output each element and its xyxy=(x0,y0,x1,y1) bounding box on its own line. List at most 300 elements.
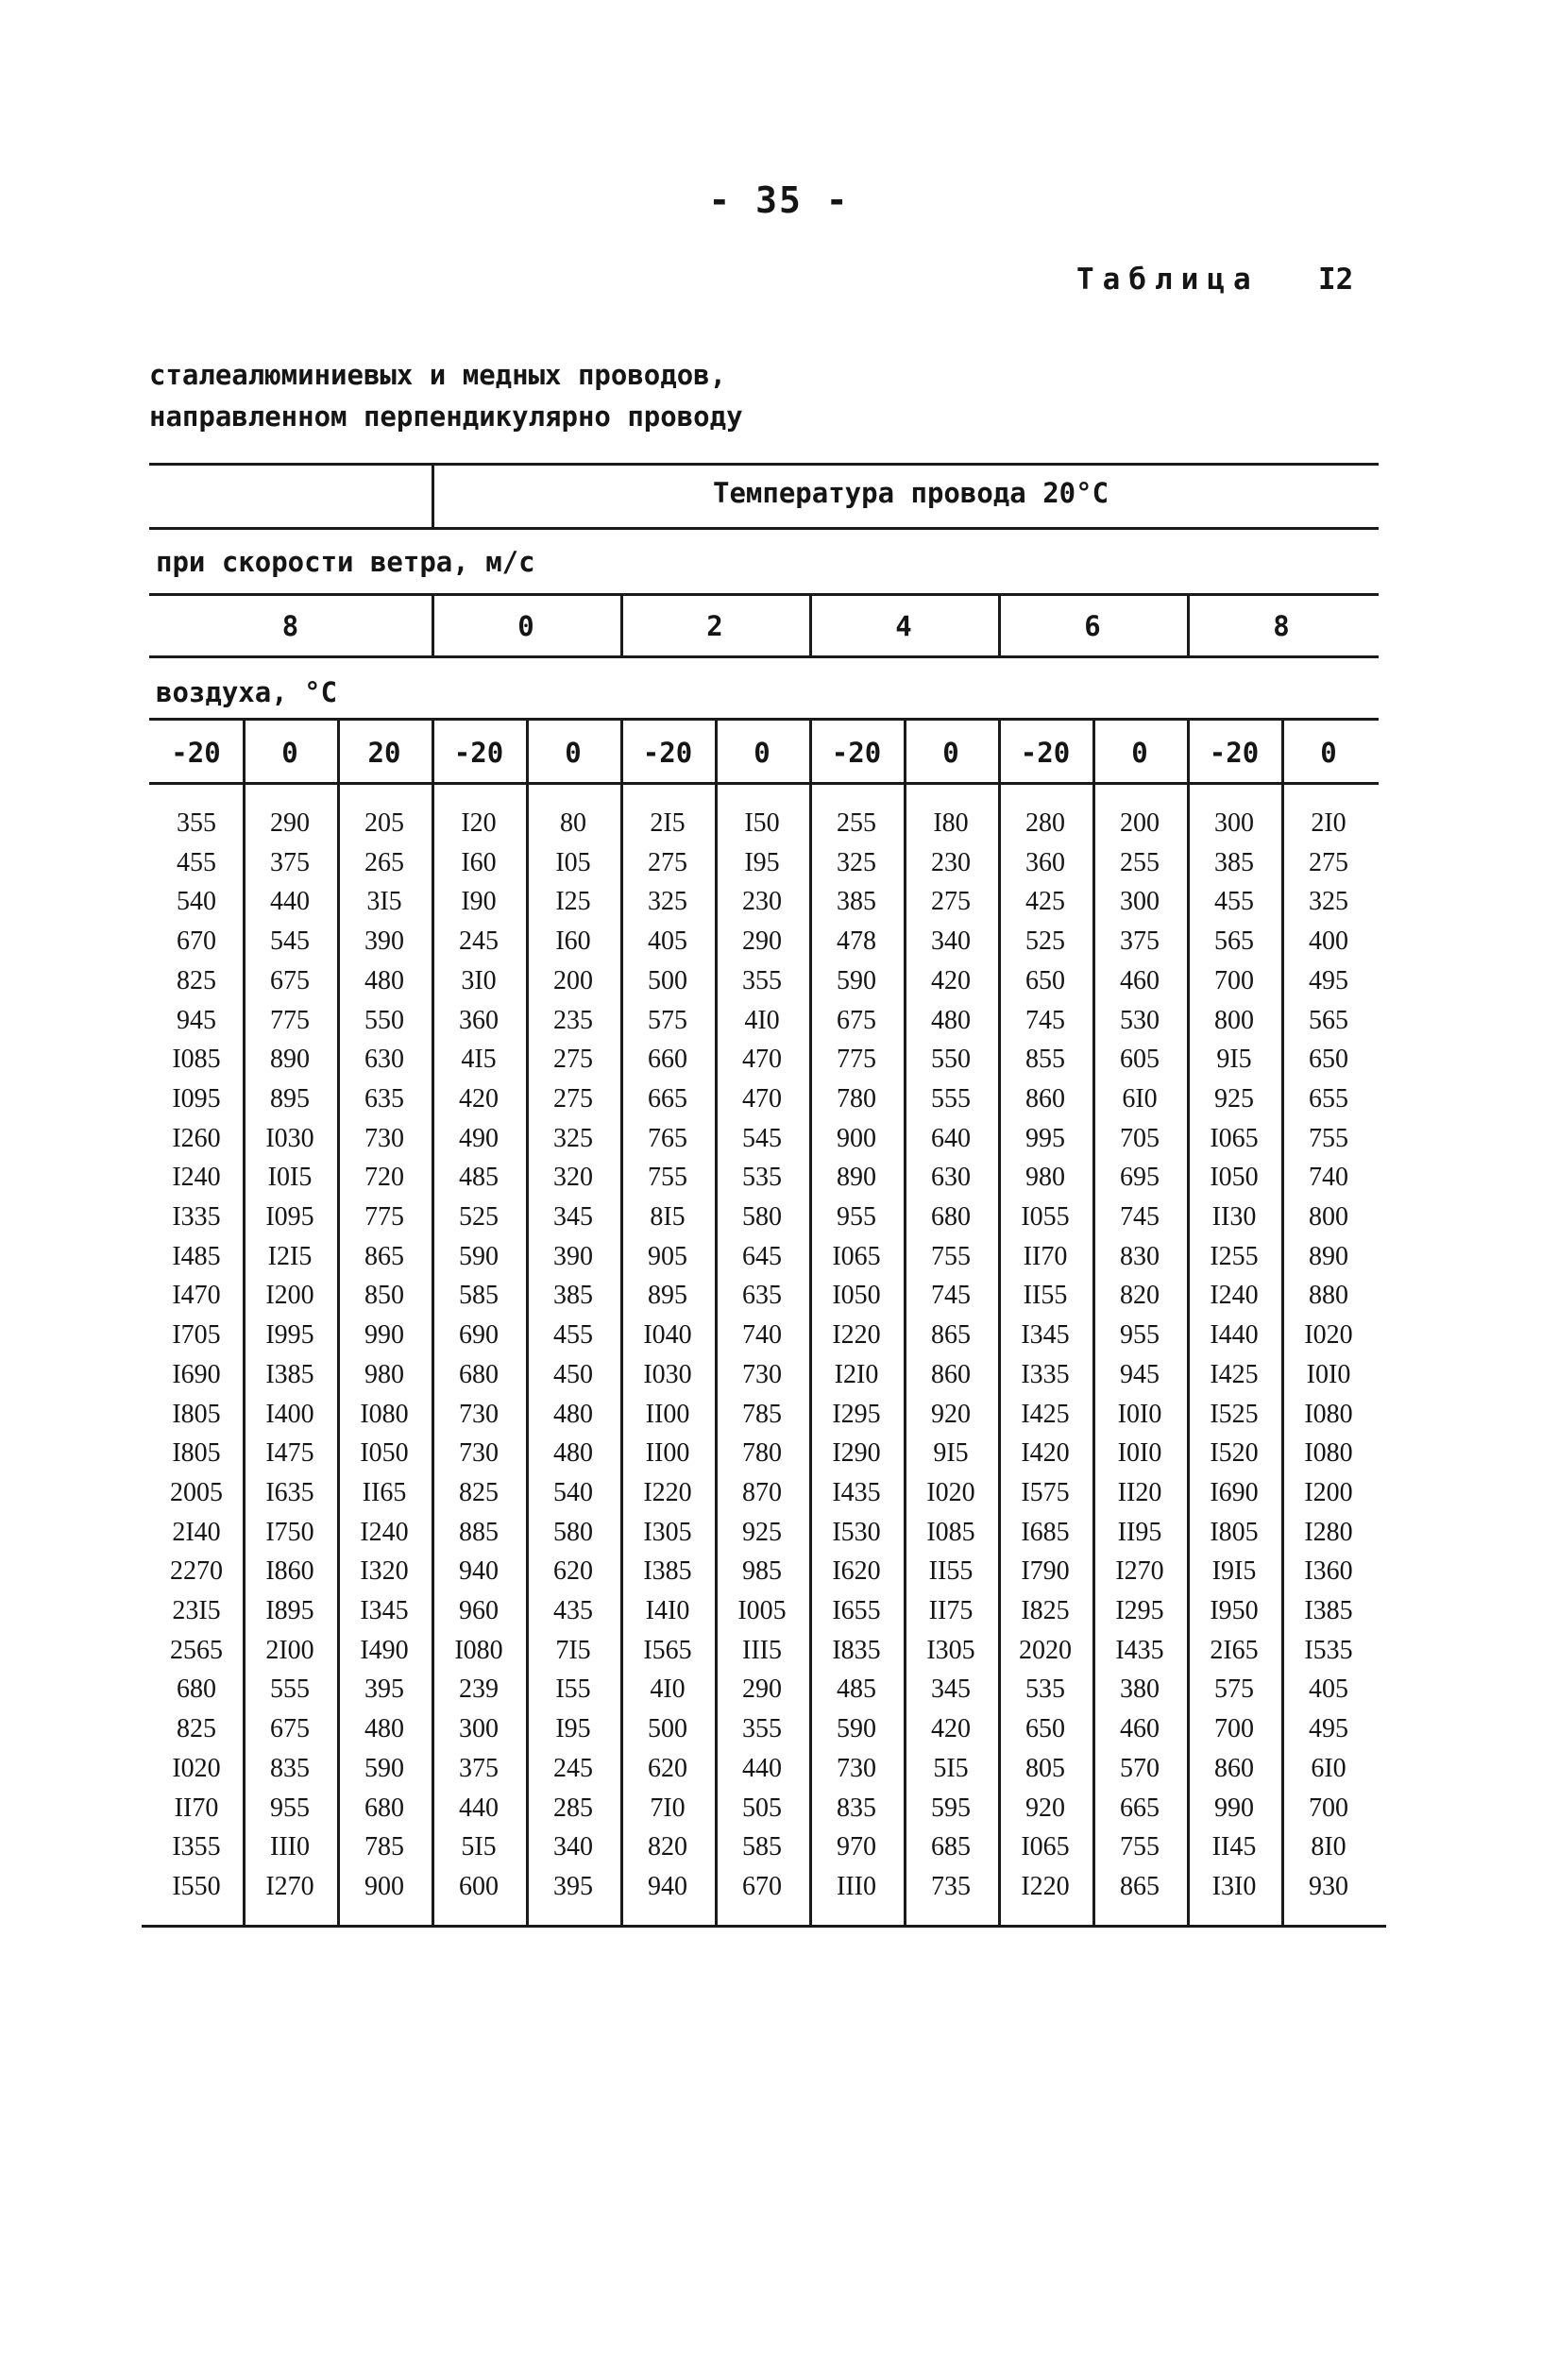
table-cell: I080 xyxy=(1304,1438,1353,1468)
table-cell: 565 xyxy=(1214,926,1254,956)
table-cell: 395 xyxy=(553,1872,593,1901)
table-cell: 480 xyxy=(364,1714,404,1743)
table-label: Таблица xyxy=(1076,263,1260,297)
table-cell: I095 xyxy=(265,1202,314,1232)
table-cell: I530 xyxy=(832,1518,881,1547)
table-cell: 420 xyxy=(931,966,971,995)
table-cell: III0 xyxy=(837,1872,876,1901)
table-cell: I805 xyxy=(1210,1518,1259,1547)
table-cell: 300 xyxy=(459,1714,499,1743)
table-cell: 670 xyxy=(742,1872,782,1901)
table-cell: I995 xyxy=(265,1320,314,1350)
table-number: I2 xyxy=(1318,263,1354,297)
table-cell: 275 xyxy=(553,1045,593,1074)
table-cell: 2020 xyxy=(1019,1636,1072,1665)
table-cell: 9I5 xyxy=(1216,1045,1252,1074)
table-cell: I525 xyxy=(1210,1400,1259,1429)
table-cell: 955 xyxy=(270,1794,310,1823)
table-cell: 490 xyxy=(459,1124,499,1153)
air-temp-header: 0 xyxy=(1131,737,1148,769)
table-cell: 375 xyxy=(1120,926,1160,956)
table-cell: 5I5 xyxy=(461,1832,497,1862)
table-cell: 4I5 xyxy=(461,1045,497,1074)
table-cell: 860 xyxy=(931,1360,971,1389)
table-cell: 895 xyxy=(270,1084,310,1114)
table-cell: 2005 xyxy=(170,1478,223,1507)
table-cell: 450 xyxy=(553,1360,593,1389)
table-cell: 785 xyxy=(742,1400,782,1429)
table-cell: 405 xyxy=(648,926,687,956)
table-cell: I3I0 xyxy=(1211,1872,1257,1901)
wind-speed-label: при скорости ветра, м/с xyxy=(156,546,535,578)
table-cell: 460 xyxy=(1120,1714,1160,1743)
table-cell: 860 xyxy=(1025,1084,1065,1114)
table-cell: 480 xyxy=(364,966,404,995)
table-cell: 80 xyxy=(560,808,586,838)
table-rule-bottom xyxy=(142,1925,1386,1928)
wind-speed-header: 8 xyxy=(1273,610,1290,642)
table-rule-v-temp xyxy=(432,463,434,527)
table-cell: 470 xyxy=(742,1084,782,1114)
table-cell: 590 xyxy=(837,966,876,995)
table-cell: 390 xyxy=(553,1242,593,1271)
table-cell: 245 xyxy=(553,1754,593,1783)
table-cell: I550 xyxy=(172,1872,221,1901)
table-cell: 980 xyxy=(364,1360,404,1389)
table-cell: I0I5 xyxy=(267,1163,313,1192)
table-cell: 550 xyxy=(931,1045,971,1074)
air-temp-header: -20 xyxy=(1209,737,1260,769)
table-cell: 375 xyxy=(270,848,310,877)
table-cell: 500 xyxy=(648,966,687,995)
table-cell: I470 xyxy=(172,1281,221,1310)
table-cell: I240 xyxy=(172,1163,221,1192)
table-cell: 600 xyxy=(459,1872,499,1901)
table-cell: 570 xyxy=(1120,1754,1160,1783)
table-cell: 235 xyxy=(553,1006,593,1035)
table-cell: I635 xyxy=(265,1478,314,1507)
table-cell: 655 xyxy=(1309,1084,1348,1114)
table-cell: 730 xyxy=(364,1124,404,1153)
table-cell: 990 xyxy=(364,1320,404,1350)
wind-speed-header: 6 xyxy=(1084,610,1101,642)
table-cell: I435 xyxy=(1115,1636,1164,1665)
table-cell: 890 xyxy=(270,1045,310,1074)
table-cell: 700 xyxy=(1214,966,1254,995)
table-cell: I4I0 xyxy=(645,1596,690,1625)
table-cell: 455 xyxy=(553,1320,593,1350)
table-cell: I520 xyxy=(1210,1438,1259,1468)
table-cell: 780 xyxy=(742,1438,782,1468)
table-cell: 2I00 xyxy=(265,1636,314,1665)
table-cell: 275 xyxy=(1309,848,1348,877)
wind-speed-header: 2 xyxy=(706,610,723,642)
table-cell: I9I5 xyxy=(1211,1556,1257,1586)
table-cell: 390 xyxy=(364,926,404,956)
table-cell: 605 xyxy=(1120,1045,1160,1074)
table-cell: 395 xyxy=(364,1674,404,1704)
table-cell: 585 xyxy=(459,1281,499,1310)
air-temp-header: -20 xyxy=(1020,737,1071,769)
table-cell: I50 xyxy=(744,808,780,838)
table-cell: II70 xyxy=(174,1794,219,1823)
table-cell: 4I0 xyxy=(744,1006,780,1035)
table-cell: 765 xyxy=(648,1124,687,1153)
table-cell: I535 xyxy=(1304,1636,1353,1665)
table-cell: 480 xyxy=(553,1438,593,1468)
table-rule-wind-bottom xyxy=(149,655,1379,658)
table-cell: 300 xyxy=(1120,887,1160,916)
table-cell: I335 xyxy=(172,1202,221,1232)
table-cell: I490 xyxy=(360,1636,409,1665)
table-cell: I095 xyxy=(172,1084,221,1114)
table-cell: 580 xyxy=(742,1202,782,1232)
table-cell: 740 xyxy=(742,1320,782,1350)
table-cell: 440 xyxy=(742,1754,782,1783)
table-cell: 735 xyxy=(931,1872,971,1901)
table-cell: 2270 xyxy=(170,1556,223,1586)
air-temp-header: -20 xyxy=(831,737,882,769)
table-cell: 285 xyxy=(553,1794,593,1823)
table-cell: 530 xyxy=(1120,1006,1160,1035)
table-cell: 2I0 xyxy=(1311,808,1346,838)
table-cell: 835 xyxy=(837,1794,876,1823)
table-cell: 630 xyxy=(364,1045,404,1074)
table-cell: 635 xyxy=(742,1281,782,1310)
table-cell: III0 xyxy=(270,1832,310,1862)
air-temp-header: 0 xyxy=(942,737,959,769)
wind-speed-header: 0 xyxy=(517,610,534,642)
table-cell: 985 xyxy=(742,1556,782,1586)
table-cell: 740 xyxy=(1309,1163,1348,1192)
table-cell: 405 xyxy=(1309,1674,1348,1704)
table-cell: 665 xyxy=(1120,1794,1160,1823)
wind-speed-header: 4 xyxy=(895,610,912,642)
table-cell: II00 xyxy=(645,1400,690,1429)
table-cell: I320 xyxy=(360,1556,409,1586)
table-cell: I305 xyxy=(643,1518,692,1547)
table-cell: I0I0 xyxy=(1117,1438,1162,1468)
table-cell: I895 xyxy=(265,1596,314,1625)
table-cell: I425 xyxy=(1021,1400,1070,1429)
table-cell: 420 xyxy=(931,1714,971,1743)
table-cell: 585 xyxy=(742,1832,782,1862)
table-cell: 730 xyxy=(459,1400,499,1429)
table-cell: 385 xyxy=(553,1281,593,1310)
table-cell: 535 xyxy=(1025,1674,1065,1704)
table-cell: 745 xyxy=(1025,1006,1065,1035)
table-cell: 485 xyxy=(837,1674,876,1704)
table-cell: 275 xyxy=(648,848,687,877)
table-cell: I030 xyxy=(265,1124,314,1153)
table-rule-temp xyxy=(149,527,1379,530)
table-cell: 775 xyxy=(364,1202,404,1232)
table-cell: I835 xyxy=(832,1636,881,1665)
table-cell: 550 xyxy=(364,1006,404,1035)
table-cell: I050 xyxy=(832,1281,881,1310)
table-cell: 480 xyxy=(553,1400,593,1429)
table-cell: 755 xyxy=(648,1163,687,1192)
table-cell: I440 xyxy=(1210,1320,1259,1350)
table-cell: I420 xyxy=(1021,1438,1070,1468)
table-cell: I270 xyxy=(265,1872,314,1901)
table-cell: 385 xyxy=(837,887,876,916)
table-cell: I080 xyxy=(454,1636,503,1665)
table-cell: 885 xyxy=(459,1518,499,1547)
table-cell: 730 xyxy=(742,1360,782,1389)
table-cell: 650 xyxy=(1025,966,1065,995)
table-cell: 375 xyxy=(459,1754,499,1783)
table-cell: I690 xyxy=(1210,1478,1259,1507)
table-cell: 2565 xyxy=(170,1636,223,1665)
table-cell: I020 xyxy=(926,1478,975,1507)
table-cell: I005 xyxy=(737,1596,787,1625)
table-cell: 825 xyxy=(177,966,216,995)
table-cell: 360 xyxy=(1025,848,1065,877)
table-cell: 290 xyxy=(742,926,782,956)
table-cell: 7I5 xyxy=(555,1636,591,1665)
table-cell: I270 xyxy=(1115,1556,1164,1586)
table-cell: 480 xyxy=(931,1006,971,1035)
table-cell: 705 xyxy=(1120,1124,1160,1153)
table-cell: I280 xyxy=(1304,1518,1353,1547)
table-cell: I825 xyxy=(1021,1596,1070,1625)
table-cell: 360 xyxy=(459,1006,499,1035)
table-cell: 2I40 xyxy=(172,1518,221,1547)
table-cell: 525 xyxy=(459,1202,499,1232)
table-cell: 340 xyxy=(553,1832,593,1862)
table-cell: 995 xyxy=(1025,1124,1065,1153)
table-cell: 730 xyxy=(459,1438,499,1468)
table-cell: 545 xyxy=(270,926,310,956)
table-cell: 545 xyxy=(742,1124,782,1153)
table-caption-line-1: сталеалюминиевых и медных проводов, xyxy=(149,359,727,391)
table-cell: I080 xyxy=(1304,1400,1353,1429)
table-cell: 23I5 xyxy=(172,1596,221,1625)
table-cell: 670 xyxy=(177,926,216,956)
table-cell: 675 xyxy=(270,966,310,995)
air-temp-header: -20 xyxy=(171,737,221,769)
table-cell: 755 xyxy=(1120,1832,1160,1862)
table-cell: 200 xyxy=(553,966,593,995)
table-cell: 385 xyxy=(1214,848,1254,877)
table-cell: 685 xyxy=(931,1832,971,1862)
table-cell: 855 xyxy=(1025,1045,1065,1074)
table-cell: I085 xyxy=(172,1045,221,1074)
table-cell: I435 xyxy=(832,1478,881,1507)
table-cell: II75 xyxy=(928,1596,974,1625)
table-cell: 325 xyxy=(837,848,876,877)
table-cell: 6I0 xyxy=(1311,1754,1346,1783)
table-cell: I055 xyxy=(1021,1202,1070,1232)
table-rule-air-top xyxy=(149,718,1379,721)
table-cell: I750 xyxy=(265,1518,314,1547)
table-cell: 620 xyxy=(553,1556,593,1586)
table-cell: II55 xyxy=(928,1556,974,1586)
table-cell: 785 xyxy=(364,1832,404,1862)
table-cell: 325 xyxy=(553,1124,593,1153)
table-cell: 820 xyxy=(648,1832,687,1862)
table-cell: I260 xyxy=(172,1124,221,1153)
table-cell: I065 xyxy=(1210,1124,1259,1153)
table-cell: I790 xyxy=(1021,1556,1070,1586)
table-cell: 970 xyxy=(837,1832,876,1862)
table-cell: 595 xyxy=(931,1794,971,1823)
table-cell: 865 xyxy=(1120,1872,1160,1901)
table-cell: 745 xyxy=(1120,1202,1160,1232)
table-cell: I355 xyxy=(172,1832,221,1862)
table-cell: 865 xyxy=(364,1242,404,1271)
table-cell: 355 xyxy=(177,808,216,838)
table-cell: I305 xyxy=(926,1636,975,1665)
table-cell: 380 xyxy=(1120,1674,1160,1704)
table-cell: 730 xyxy=(837,1754,876,1783)
table-cell: 990 xyxy=(1214,1794,1254,1823)
table-cell: 3I0 xyxy=(461,966,497,995)
table-cell: 955 xyxy=(1120,1320,1160,1350)
table-cell: I295 xyxy=(832,1400,881,1429)
table-cell: 775 xyxy=(837,1045,876,1074)
table-cell: 930 xyxy=(1309,1872,1348,1901)
table-cell: 540 xyxy=(553,1478,593,1507)
table-cell: I020 xyxy=(172,1754,221,1783)
table-cell: I345 xyxy=(360,1596,409,1625)
table-cell: 300 xyxy=(1214,808,1254,838)
table-cell: 440 xyxy=(459,1794,499,1823)
table-cell: 960 xyxy=(459,1596,499,1625)
table-cell: 5I5 xyxy=(933,1754,969,1783)
table-cell: 470 xyxy=(742,1045,782,1074)
air-temp-header: 0 xyxy=(281,737,298,769)
table-cell: I705 xyxy=(172,1320,221,1350)
table-cell: 590 xyxy=(364,1754,404,1783)
table-cell: 650 xyxy=(1309,1045,1348,1074)
table-cell: 345 xyxy=(553,1202,593,1232)
wire-temperature-header: Температура провода 20°С xyxy=(713,477,1109,509)
table-cell: I050 xyxy=(360,1438,409,1468)
table-cell: I805 xyxy=(172,1400,221,1429)
table-cell: 680 xyxy=(177,1674,216,1704)
table-cell: I385 xyxy=(1304,1596,1353,1625)
table-cell: I085 xyxy=(926,1518,975,1547)
table-cell: 690 xyxy=(459,1320,499,1350)
table-cell: I2I5 xyxy=(267,1242,313,1271)
table-cell: 325 xyxy=(1309,887,1348,916)
table-cell: I425 xyxy=(1210,1360,1259,1389)
table-cell: 825 xyxy=(459,1478,499,1507)
table-cell: 920 xyxy=(1025,1794,1065,1823)
table-caption-line-2: направленном перпендикулярно проводу xyxy=(149,400,743,433)
table-cell: II70 xyxy=(1023,1242,1068,1271)
table-cell: 940 xyxy=(459,1556,499,1586)
table-cell: 525 xyxy=(1025,926,1065,956)
table-cell: I655 xyxy=(832,1596,881,1625)
table-cell: I05 xyxy=(555,848,591,877)
table-cell: 230 xyxy=(931,848,971,877)
table-cell: 290 xyxy=(270,808,310,838)
table-cell: 500 xyxy=(648,1714,687,1743)
table-cell: I345 xyxy=(1021,1320,1070,1350)
table-cell: 905 xyxy=(648,1242,687,1271)
table-cell: I95 xyxy=(744,848,780,877)
table-cell: 755 xyxy=(1309,1124,1348,1153)
air-temperature-label: воздуха, °С xyxy=(156,676,338,708)
table-cell: 880 xyxy=(1309,1281,1348,1310)
table-cell: 755 xyxy=(931,1242,971,1271)
air-temp-header: 0 xyxy=(754,737,771,769)
table-cell: 425 xyxy=(1025,887,1065,916)
table-cell: 345 xyxy=(931,1674,971,1704)
table-cell: 850 xyxy=(364,1281,404,1310)
table-cell: 575 xyxy=(648,1006,687,1035)
table-cell: I575 xyxy=(1021,1478,1070,1507)
table-cell: I065 xyxy=(832,1242,881,1271)
table-cell: I030 xyxy=(643,1360,692,1389)
table-cell: 645 xyxy=(742,1242,782,1271)
table-cell: I220 xyxy=(643,1478,692,1507)
table-cell: 925 xyxy=(742,1518,782,1547)
table-cell: 590 xyxy=(837,1714,876,1743)
table-cell: II00 xyxy=(645,1438,690,1468)
table-cell: 820 xyxy=(1120,1281,1160,1310)
table-cell: 2I65 xyxy=(1210,1636,1259,1665)
table-cell: I90 xyxy=(461,887,497,916)
table-cell: II30 xyxy=(1211,1202,1257,1232)
table-cell: II95 xyxy=(1117,1518,1162,1547)
table-cell: I690 xyxy=(172,1360,221,1389)
table-cell: I620 xyxy=(832,1556,881,1586)
table-cell: 575 xyxy=(1214,1674,1254,1704)
air-temp-header: -20 xyxy=(453,737,504,769)
table-cell: 900 xyxy=(837,1124,876,1153)
table-cell: 890 xyxy=(837,1163,876,1192)
table-cell: 440 xyxy=(270,887,310,916)
table-cell: I385 xyxy=(265,1360,314,1389)
table-cell: 940 xyxy=(648,1872,687,1901)
table-cell: I2I0 xyxy=(834,1360,879,1389)
table-cell: 900 xyxy=(364,1872,404,1901)
table-cell: 680 xyxy=(931,1202,971,1232)
table-cell: 265 xyxy=(364,848,404,877)
table-cell: 945 xyxy=(177,1006,216,1035)
table-cell: 800 xyxy=(1214,1006,1254,1035)
table-cell: 680 xyxy=(364,1794,404,1823)
table-cell: I565 xyxy=(643,1636,692,1665)
table-cell: 245 xyxy=(459,926,499,956)
table-cell: 535 xyxy=(742,1163,782,1192)
table-cell: I220 xyxy=(1021,1872,1070,1901)
air-temp-header: 0 xyxy=(1320,737,1337,769)
table-cell: I360 xyxy=(1304,1556,1353,1586)
table-cell: I805 xyxy=(172,1438,221,1468)
table-cell: 255 xyxy=(1120,848,1160,877)
table-cell: 675 xyxy=(270,1714,310,1743)
table-cell: 945 xyxy=(1120,1360,1160,1389)
table-cell: 980 xyxy=(1025,1163,1065,1192)
table-cell: 825 xyxy=(177,1714,216,1743)
table-cell: 325 xyxy=(648,887,687,916)
table-cell: I200 xyxy=(265,1281,314,1310)
table-cell: 895 xyxy=(648,1281,687,1310)
table-cell: 800 xyxy=(1309,1202,1348,1232)
table-cell: 635 xyxy=(364,1084,404,1114)
table-cell: 860 xyxy=(1214,1754,1254,1783)
table-cell: 280 xyxy=(1025,808,1065,838)
table-cell: 720 xyxy=(364,1163,404,1192)
table-cell: I400 xyxy=(265,1400,314,1429)
table-rule-air-bottom xyxy=(149,782,1379,785)
table-cell: 830 xyxy=(1120,1242,1160,1271)
